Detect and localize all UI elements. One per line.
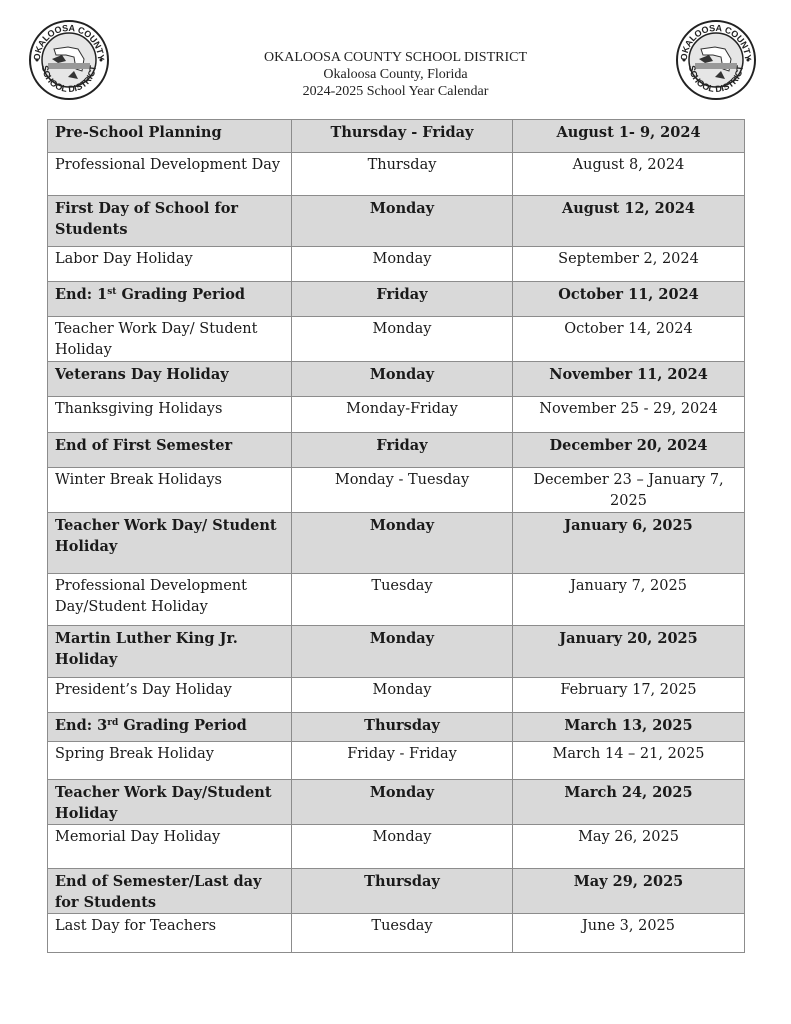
date-cell: January 20, 2025	[513, 626, 745, 678]
day-cell: Monday	[292, 825, 513, 869]
event-cell: Teacher Work Day/ Student Holiday	[48, 317, 292, 362]
table-row	[48, 914, 745, 953]
event-cell: Professional Development Day/Student Holiday	[48, 574, 292, 626]
date-cell: March 24, 2025	[513, 780, 745, 825]
calendar-table	[47, 119, 745, 953]
table-row	[48, 742, 745, 780]
svg-text:SCHOOL DISTRICT: SCHOOL DISTRICT	[686, 64, 746, 95]
day-cell: Monday	[292, 780, 513, 825]
event-text: Grading Period	[118, 717, 247, 734]
date-cell: October 14, 2024	[513, 317, 745, 362]
event-cell: First Day of School for Students	[48, 196, 292, 247]
table-row	[48, 433, 745, 468]
district-seal-icon	[675, 19, 757, 101]
document-header	[0, 0, 791, 110]
day-cell: Friday	[292, 433, 513, 468]
date-cell: March 14 – 21, 2025	[513, 742, 745, 780]
day-cell: Thursday	[292, 869, 513, 914]
table-row	[48, 362, 745, 397]
day-cell: Monday	[292, 678, 513, 713]
day-cell: Friday - Friday	[292, 742, 513, 780]
table-row	[48, 678, 745, 713]
date-cell: January 6, 2025	[513, 513, 745, 574]
event-cell: Winter Break Holidays	[48, 468, 292, 513]
table-row	[48, 626, 745, 678]
event-cell: Pre-School Planning	[48, 120, 292, 153]
event-cell	[48, 282, 292, 317]
date-cell: August 12, 2024	[513, 196, 745, 247]
date-cell: November 11, 2024	[513, 362, 745, 397]
title-district: OKALOOSA COUNTY SCHOOL DISTRICT	[263, 50, 528, 65]
table-row	[48, 317, 745, 362]
event-cell: Spring Break Holiday	[48, 742, 292, 780]
svg-text:OKALOOSA COUNTY: OKALOOSA COUNTY	[678, 22, 754, 61]
event-cell: Martin Luther King Jr. Holiday	[48, 626, 292, 678]
day-cell: Tuesday	[292, 574, 513, 626]
day-cell: Monday - Tuesday	[292, 468, 513, 513]
table-row	[48, 869, 745, 914]
event-cell: End of Semester/Last day for Students	[48, 869, 292, 914]
calendar-body	[48, 120, 745, 953]
event-text: End: 1	[55, 286, 108, 303]
event-text: End: 3	[55, 717, 108, 734]
day-cell: Monday-Friday	[292, 397, 513, 433]
day-cell: Thursday	[292, 153, 513, 196]
date-cell: June 3, 2025	[513, 914, 745, 953]
event-cell: President’s Day Holiday	[48, 678, 292, 713]
date-cell: December 23 – January 7, 2025	[513, 468, 745, 513]
table-row	[48, 513, 745, 574]
day-cell: Monday	[292, 362, 513, 397]
date-cell: March 13, 2025	[513, 713, 745, 742]
event-text: Grading Period	[116, 286, 246, 303]
day-cell: Monday	[292, 247, 513, 282]
table-row	[48, 825, 745, 869]
date-cell: September 2, 2024	[513, 247, 745, 282]
svg-text:OKALOOSA COUNTY: OKALOOSA COUNTY	[31, 22, 107, 61]
event-cell: Teacher Work Day/ Student Holiday	[48, 513, 292, 574]
svg-text:SCHOOL DISTRICT: SCHOOL DISTRICT	[39, 64, 99, 95]
event-cell: Veterans Day Holiday	[48, 362, 292, 397]
table-row	[48, 780, 745, 825]
day-cell: Monday	[292, 317, 513, 362]
date-cell: October 11, 2024	[513, 282, 745, 317]
table-row	[48, 196, 745, 247]
event-cell: End of First Semester	[48, 433, 292, 468]
date-cell: November 25 - 29, 2024	[513, 397, 745, 433]
table-row	[48, 397, 745, 433]
document-title	[0, 49, 791, 100]
day-cell: Thursday	[292, 713, 513, 742]
title-county: Okaloosa County, Florida	[323, 67, 468, 82]
day-cell: Thursday - Friday	[292, 120, 513, 153]
table-row	[48, 713, 745, 742]
date-cell: February 17, 2025	[513, 678, 745, 713]
day-cell: Monday	[292, 196, 513, 247]
date-cell: August 8, 2024	[513, 153, 745, 196]
event-cell: Memorial Day Holiday	[48, 825, 292, 869]
date-cell: January 7, 2025	[513, 574, 745, 626]
day-cell: Friday	[292, 282, 513, 317]
table-row	[48, 574, 745, 626]
day-cell: Monday	[292, 626, 513, 678]
event-cell	[48, 713, 292, 742]
date-cell: May 29, 2025	[513, 869, 745, 914]
event-cell: Labor Day Holiday	[48, 247, 292, 282]
ordinal-suffix: st	[107, 287, 117, 297]
event-cell: Last Day for Teachers	[48, 914, 292, 953]
ordinal-suffix: rd	[107, 718, 119, 728]
date-cell: December 20, 2024	[513, 433, 745, 468]
event-cell: Thanksgiving Holidays	[48, 397, 292, 433]
table-row	[48, 153, 745, 196]
event-cell: Teacher Work Day/Student Holiday	[48, 780, 292, 825]
table-row	[48, 468, 745, 513]
table-row	[48, 282, 745, 317]
table-row	[48, 247, 745, 282]
title-calendar: 2024-2025 School Year Calendar	[302, 84, 489, 99]
day-cell: Monday	[292, 513, 513, 574]
date-cell: May 26, 2025	[513, 825, 745, 869]
event-cell: Professional Development Day	[48, 153, 292, 196]
day-cell: Tuesday	[292, 914, 513, 953]
date-cell: August 1- 9, 2024	[513, 120, 745, 153]
table-row	[48, 120, 745, 153]
